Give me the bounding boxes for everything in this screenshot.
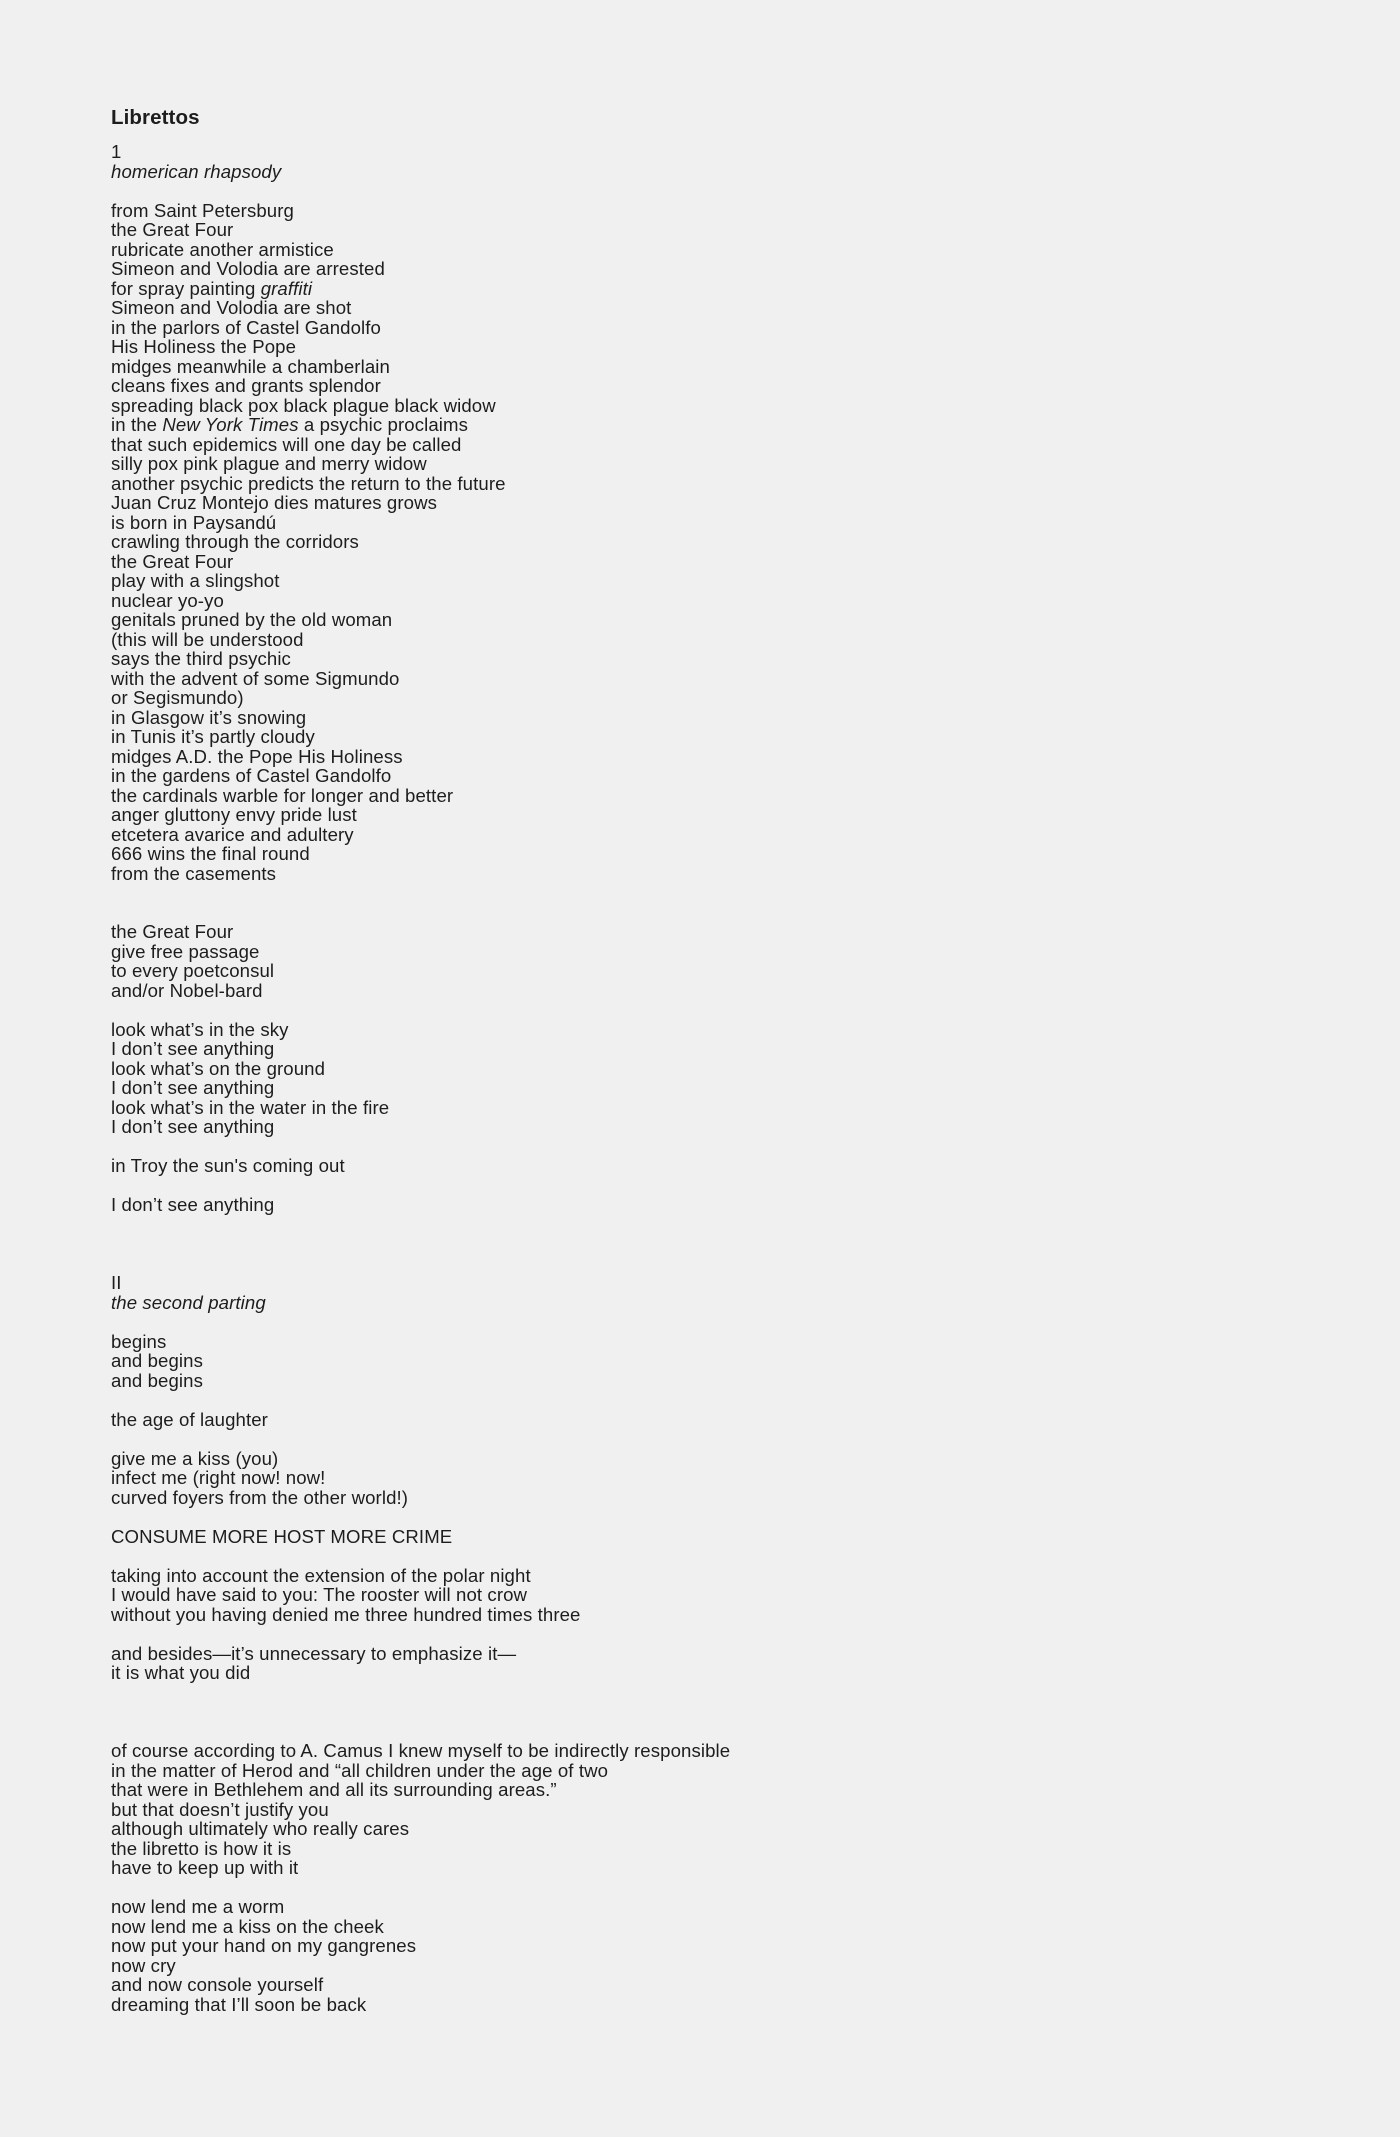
poem-line: in the gardens of Castel Gandolfo bbox=[111, 765, 392, 786]
poem-line: dreaming that I’ll soon be back bbox=[111, 1993, 367, 2015]
poem-line: crawling through the corridors bbox=[111, 531, 359, 552]
poem-line: now put your hand on my gangrenes bbox=[111, 1935, 417, 1956]
poem-line: midges meanwhile a chamberlain bbox=[111, 355, 390, 377]
poem-line: anger gluttony envy pride lust bbox=[111, 804, 357, 825]
poem-line: although ultimately who really cares bbox=[111, 1818, 410, 1839]
poem-line: the Great Four bbox=[111, 921, 234, 942]
libretto-section bbox=[111, 1273, 1311, 2014]
poem-line: I don’t see anything bbox=[111, 1194, 275, 1215]
poem-line: from the casements bbox=[111, 862, 277, 884]
section-numeral: 1 bbox=[111, 141, 122, 162]
poem-line: look what’s in the water in the fire bbox=[111, 1096, 390, 1118]
poem-line: have to keep up with it bbox=[111, 1857, 299, 1878]
stanza bbox=[111, 1527, 1311, 1547]
poem-line: rubricate another armistice bbox=[111, 238, 334, 260]
line-text: in the bbox=[111, 414, 163, 435]
poem-line: Juan Cruz Montejo dies matures grows bbox=[111, 492, 438, 513]
poem-line: look what’s on the ground bbox=[111, 1057, 326, 1079]
poem-line: I would have said to you: The rooster will not crow bbox=[111, 1584, 528, 1605]
poem-line: says the third psychic bbox=[111, 648, 291, 669]
stanza bbox=[111, 1741, 1311, 1878]
poem-line: 666 wins the final round bbox=[111, 843, 310, 864]
poem-line: spreading black pox black plague black widow bbox=[111, 394, 496, 416]
poem-line: I don’t see anything bbox=[111, 1116, 275, 1137]
poem-line: to every poetconsul bbox=[111, 960, 275, 981]
stanza bbox=[111, 1449, 1311, 1508]
poem-line: taking into account the extension of the polar night bbox=[111, 1564, 531, 1586]
poem-line: and begins bbox=[111, 1369, 203, 1391]
poem-line: is born in Paysandú bbox=[111, 511, 277, 533]
poem-line: with the advent of some Sigmundo bbox=[111, 667, 400, 689]
poem-line: in the parlors of Castel Gandolfo bbox=[111, 316, 381, 338]
section-numeral: II bbox=[111, 1272, 122, 1293]
poem-line: now lend me a worm bbox=[111, 1896, 285, 1917]
poem-line: without you having denied me three hundred times three bbox=[111, 1603, 581, 1625]
poem-line: another psychic predicts the return to the future bbox=[111, 472, 506, 494]
section-subtitle: homerican rhapsody bbox=[111, 160, 282, 182]
poem-line: now cry bbox=[111, 1954, 176, 1976]
stanza bbox=[111, 1156, 1311, 1176]
poem-line: from Saint Petersburg bbox=[111, 199, 294, 221]
poem-line: and/or Nobel-bard bbox=[111, 979, 263, 1001]
poem-line: genitals pruned by the old woman bbox=[111, 609, 393, 630]
poem-line: begins bbox=[111, 1330, 167, 1352]
poem-line: or Segismundo) bbox=[111, 687, 244, 708]
stanza bbox=[111, 1410, 1311, 1430]
poem-line: the libretto is how it is bbox=[111, 1837, 292, 1859]
document-title: Librettos bbox=[111, 106, 200, 129]
section-heading bbox=[111, 142, 1311, 181]
poem-line: curved foyers from the other world!) bbox=[111, 1486, 409, 1508]
poem-line: infect me (right now! now! bbox=[111, 1467, 326, 1488]
poem-line: CONSUME MORE HOST MORE CRIME bbox=[111, 1525, 453, 1547]
stanza bbox=[111, 1644, 1311, 1683]
poem-line: the age of laughter bbox=[111, 1408, 268, 1430]
poem-line: nuclear yo-yo bbox=[111, 589, 224, 611]
poem-line: that such epidemics will one day be called bbox=[111, 433, 462, 455]
poem-line: look what’s in the sky bbox=[111, 1018, 289, 1040]
section-subtitle: the second parting bbox=[111, 1291, 266, 1313]
stanza bbox=[111, 201, 1311, 884]
poem-line: and besides—it’s unnecessary to emphasize it— bbox=[111, 1642, 517, 1664]
stanza bbox=[111, 922, 1311, 1000]
libretto-section bbox=[111, 142, 1311, 1215]
line-text: for spray painting bbox=[111, 277, 261, 299]
stanza bbox=[111, 1566, 1311, 1625]
poem-line: His Holiness the Pope bbox=[111, 336, 297, 357]
poem-line: the Great Four bbox=[111, 219, 234, 240]
poem-line: the Great Four bbox=[111, 550, 234, 572]
poem-line: in Glasgow it’s snowing bbox=[111, 706, 307, 728]
poem-line: but that doesn’t justify you bbox=[111, 1798, 329, 1820]
emphasized-text: graffiti bbox=[260, 277, 313, 299]
poem-line: Simeon and Volodia are arrested bbox=[111, 258, 385, 279]
poem-line: cleans fixes and grants splendor bbox=[111, 375, 381, 396]
poem-line: midges A.D. the Pope His Holiness bbox=[111, 745, 403, 767]
poem-line: and begins bbox=[111, 1350, 203, 1371]
stanza bbox=[111, 1195, 1311, 1215]
poem-line: in the matter of Herod and “all children under the age of two bbox=[111, 1759, 609, 1781]
stanza bbox=[111, 1897, 1311, 2014]
poem-line: play with a slingshot bbox=[111, 570, 280, 591]
poem-line: I don’t see anything bbox=[111, 1038, 275, 1059]
poem-line bbox=[111, 415, 1311, 435]
poem-line: etcetera avarice and adultery bbox=[111, 823, 354, 845]
poem-line: I don’t see anything bbox=[111, 1077, 275, 1098]
poem-line: that were in Bethlehem and all its surrounding areas.” bbox=[111, 1779, 557, 1800]
stanza bbox=[111, 1020, 1311, 1137]
poem-line: the cardinals warble for longer and better bbox=[111, 784, 454, 806]
poem-line: (this will be understood bbox=[111, 628, 304, 650]
poem-line: in Tunis it’s partly cloudy bbox=[111, 726, 315, 747]
stanza bbox=[111, 1332, 1311, 1391]
poem-line bbox=[111, 279, 1311, 299]
poem-line: in Troy the sun's coming out bbox=[111, 1155, 345, 1176]
poem-line: and now console yourself bbox=[111, 1974, 324, 1995]
poem-line: Simeon and Volodia are shot bbox=[111, 297, 352, 318]
section-heading bbox=[111, 1273, 1311, 1312]
emphasized-text: New York Times bbox=[162, 414, 299, 435]
libretto-sections bbox=[111, 142, 1311, 2014]
poem-line: it is what you did bbox=[111, 1662, 251, 1683]
poem-line: silly pox pink plague and merry widow bbox=[111, 453, 427, 474]
document-page bbox=[111, 106, 1311, 2034]
poem-line: give free passage bbox=[111, 940, 260, 962]
line-text: a psychic proclaims bbox=[298, 414, 469, 435]
poem-line: now lend me a kiss on the cheek bbox=[111, 1915, 384, 1937]
poem-line: of course according to A. Camus I knew myself to be indirectly responsible bbox=[111, 1740, 731, 1761]
poem-line: give me a kiss (you) bbox=[111, 1447, 279, 1469]
